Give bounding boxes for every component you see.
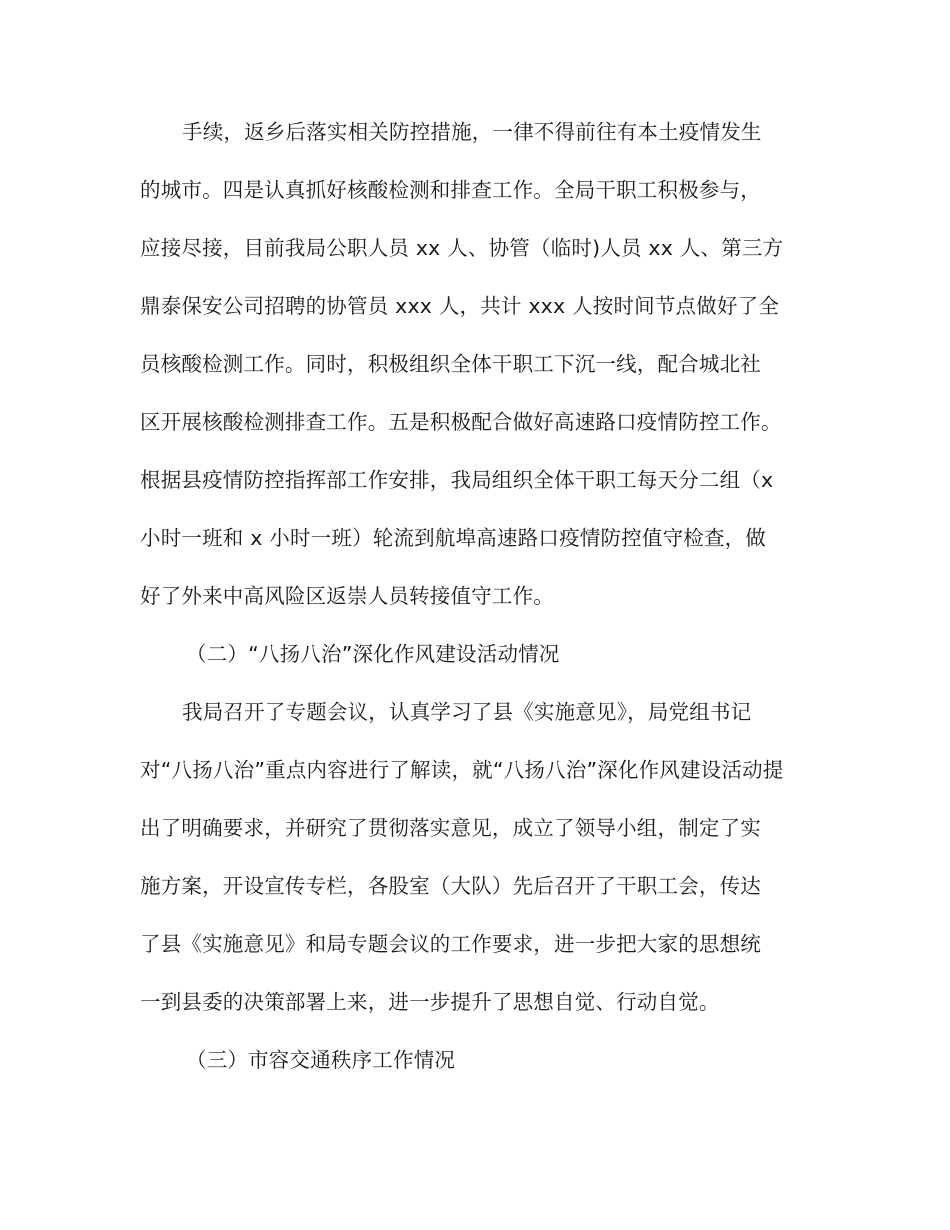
text-line: 施方案，开设宣传专栏，各股室（大队）先后召开了干职工会，传达 xyxy=(140,874,761,898)
text-line: 我局召开了专题会议，认真学习了县《实施意见》，局党组书记 xyxy=(182,700,752,724)
text-line: 对“八扬八治”重点内容进行了解读，就“八扬八治”深化作风建设活动提 xyxy=(140,758,784,782)
text-line: 好了外来中高风险区返崇人员转接值守工作。 xyxy=(140,584,554,608)
text-line: 根据县疫情防控指挥部工作安排，我局组织全体干职工每天分二组（x xyxy=(140,468,774,492)
text-line: 员核酸检测工作。同时，积极组织全体干职工下沉一线，配合城北社 xyxy=(140,352,761,376)
text-line: 的城市。四是认真抓好核酸检测和排查工作。全局干职工积极参与， xyxy=(140,178,761,202)
text-line: 区开展核酸检测排查工作。五是积极配合做好高速路口疫情防控工作。 xyxy=(140,410,782,434)
text-line: 出了明确要求，并研究了贯彻落实意见，成立了领导小组，制定了实 xyxy=(140,816,761,840)
section-heading: （三）市容交通秩序工作情况 xyxy=(186,1048,456,1072)
document-body xyxy=(140,103,812,1089)
text-line: 应接尽接，目前我局公职人员 xx 人、协管（临时)人员 xx 人、第三方 xyxy=(140,236,784,260)
text-line: 鼎泰保安公司招聘的协管员 xxx 人，共计 xxx 人按时间节点做好了全 xyxy=(140,294,780,318)
text-line: 一到县委的决策部署上来，进一步提升了思想自觉、行动自觉。 xyxy=(140,990,720,1014)
section-heading: （二）“八扬八治”深化作风建设活动情况 xyxy=(186,642,560,666)
text-line: 小时一班和 x 小时一班）轮流到航埠高速路口疫情防控值守检查，做 xyxy=(140,526,767,550)
text-line: 了县《实施意见》和局专题会议的工作要求，进一步把大家的思想统 xyxy=(140,932,761,956)
text-line: 手续，返乡后落实相关防控措施，一律不得前往有本土疫情发生 xyxy=(182,120,762,144)
